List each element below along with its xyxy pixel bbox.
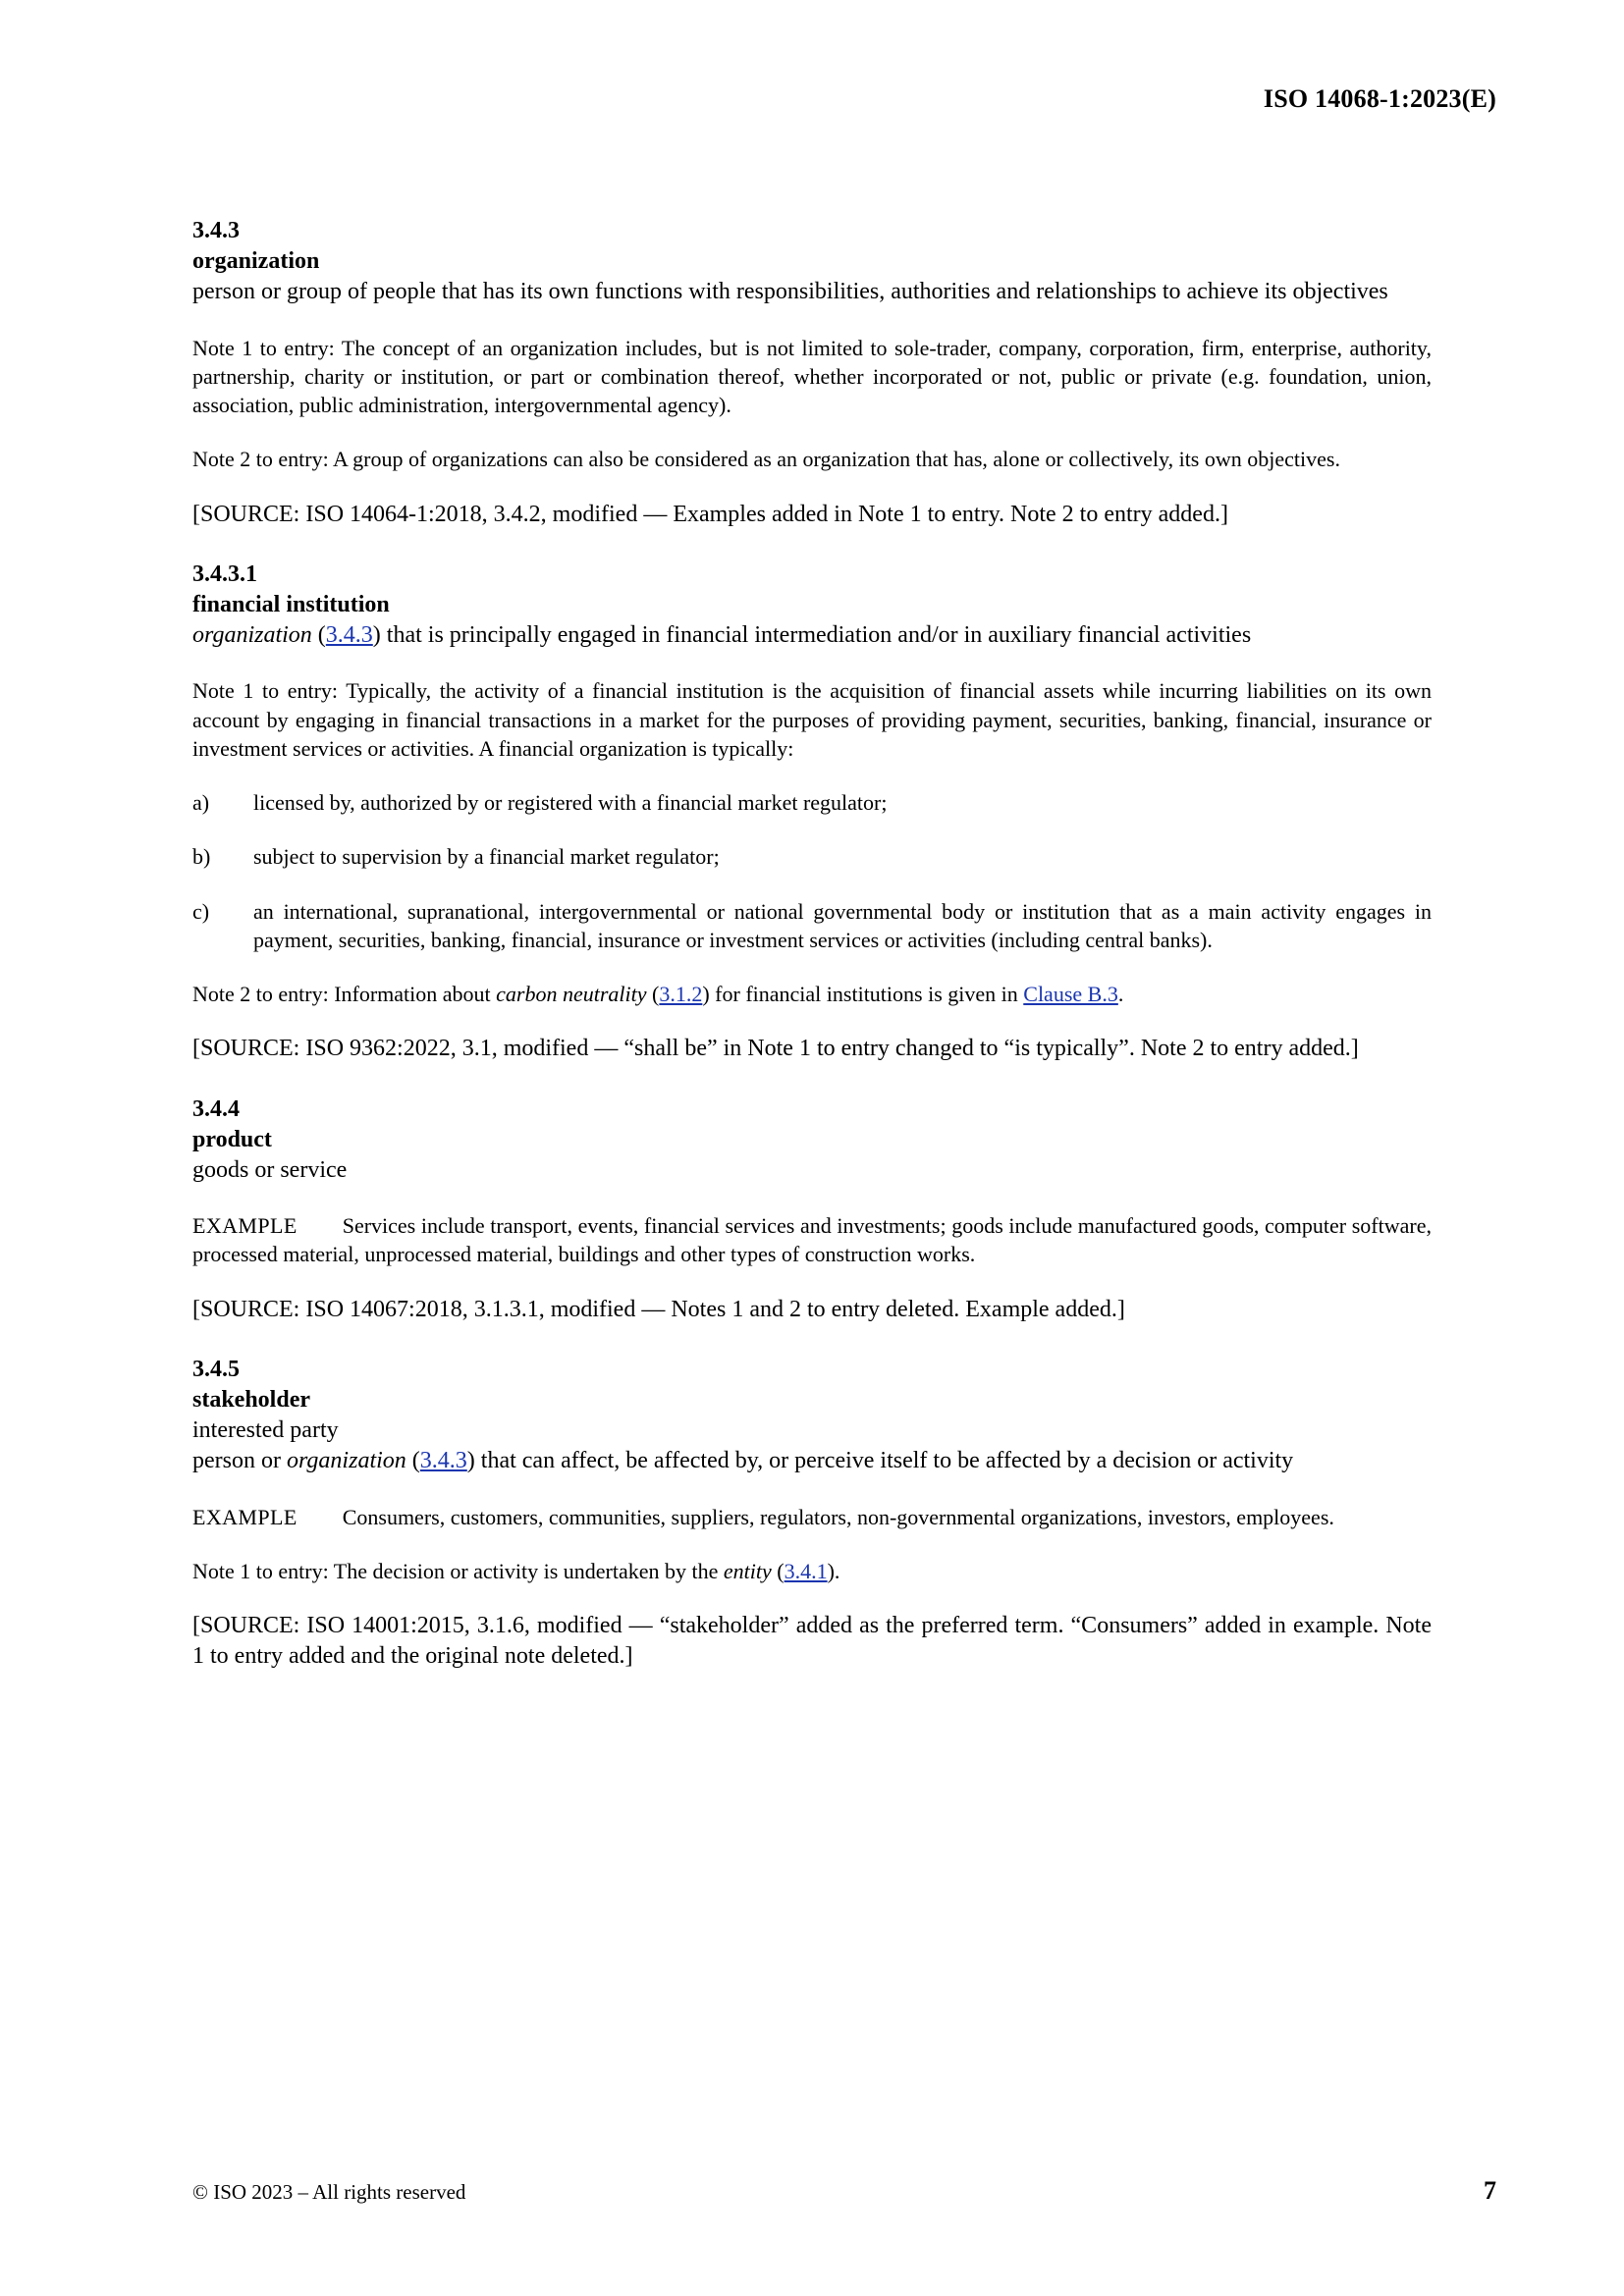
paren-open: ( xyxy=(406,1448,420,1474)
term-entry-3-4-4 xyxy=(192,1095,1432,1325)
term-number: 3.4.3 xyxy=(192,218,240,243)
paren-open: ( xyxy=(771,1558,785,1583)
page-content xyxy=(192,216,1432,1672)
example-text: Services include transport, events, financial services and investments; goods include manufactured goods, computer software, processed material, unprocessed material, buildings and other types of construction works. xyxy=(192,1213,1432,1267)
footer-page-number: 7 xyxy=(1484,2176,1496,2205)
running-header-standard-ref: ISO 14068-1:2023(E) xyxy=(1263,84,1496,113)
source-reference: [SOURCE: ISO 9362:2022, 3.1, modified — “shall be” in Note 1 to entry changed to “is typically”. Note 2 to entry added.] xyxy=(192,1036,1359,1062)
definition-lead: person or xyxy=(192,1448,287,1474)
cross-reference-link[interactable]: 3.4.3 xyxy=(419,1448,467,1474)
list-item-text: an international, supranational, intergovernmental or national governmental body or institution that as a main activity engages in payment, securities, banking, financial, insurance or investment services or activities (including central banks). xyxy=(253,898,1432,952)
list-marker: c) xyxy=(192,898,210,924)
term-definition: person or group of people that has its own functions with responsibilities, authorities and relationships to achieve its objectives xyxy=(192,279,1388,305)
note-2-to-entry xyxy=(192,980,1432,1008)
example-block xyxy=(192,1503,1432,1531)
note-text-end: . xyxy=(1117,982,1124,1007)
term-number: 3.4.3.1 xyxy=(192,561,257,587)
list-item-text: subject to supervision by a financial market regulator; xyxy=(253,844,720,870)
definition-rest: ) that can affect, be affected by, or perceive itself to be affected by a decision or activity xyxy=(466,1448,1294,1474)
definition-rest: ) that is principally engaged in financial intermediation and/or in auxiliary financial activities xyxy=(372,622,1252,649)
note-1-to-entry: Note 1 to entry: The concept of an organization includes, but is not limited to sole-trader, company, corporation, firm, enterprise, authority, partnership, charity or institution, or part or combination thereof, whether incorporated or not, public or private (e.g. foundation, union, association, public administration, intergovernmental agency). xyxy=(192,335,1432,418)
source-reference: [SOURCE: ISO 14064-1:2018, 3.4.2, modified — Examples added in Note 1 to entry. Note 2 to entry added.] xyxy=(192,501,1228,527)
term-name: stakeholder xyxy=(192,1386,310,1413)
example-block xyxy=(192,1211,1432,1269)
term-entry-3-4-5 xyxy=(192,1355,1432,1673)
note-text-lead: Note 1 to entry: The decision or activity is undertaken by the xyxy=(192,1558,724,1583)
term-definition xyxy=(192,1446,1432,1476)
list-item xyxy=(192,842,1432,871)
cross-reference-link[interactable]: 3.1.2 xyxy=(659,982,703,1007)
lettered-list xyxy=(192,788,1432,954)
note-term-italic: carbon neutrality xyxy=(496,982,647,1007)
note-1-to-entry: Note 1 to entry: Typically, the activity of a financial institution is the acquisition of financial assets while incurring liabilities on its own account by engaging in financial transactions in a market for the purposes of providing payment, securities, banking, financial, insurance or investment services or activities. A financial organization is typically: xyxy=(192,678,1432,761)
note-1-to-entry xyxy=(192,1557,1432,1585)
paren-open: ( xyxy=(311,622,326,649)
footer-copyright: © ISO 2023 – All rights reserved xyxy=(192,2180,466,2204)
term-number: 3.4.4 xyxy=(192,1095,240,1122)
list-marker: b) xyxy=(192,844,211,870)
example-label: EXAMPLE xyxy=(192,1504,298,1529)
cross-reference-link[interactable]: 3.4.1 xyxy=(784,1558,828,1583)
admitted-term: interested party xyxy=(192,1417,339,1444)
note-2-to-entry: Note 2 to entry: A group of organizations can also be considered as an organization that has, alone or collectively, its own objectives. xyxy=(192,447,1340,472)
term-number: 3.4.5 xyxy=(192,1356,240,1382)
example-text: Consumers, customers, communities, suppliers, regulators, non-governmental organizations, investors, employees. xyxy=(342,1504,1334,1529)
term-name: financial institution xyxy=(192,591,390,617)
term-definition xyxy=(192,620,1432,651)
note-text-mid: ) for financial institutions is given in xyxy=(702,982,1024,1007)
list-item xyxy=(192,897,1432,955)
definition-term-italic: organization xyxy=(192,622,312,649)
definition-term-italic: organization xyxy=(286,1448,406,1474)
list-item xyxy=(192,788,1432,817)
paren-open: ( xyxy=(646,982,660,1007)
note-text-end: ). xyxy=(827,1558,840,1583)
list-item-text: licensed by, authorized by or registered with a financial market regulator; xyxy=(253,790,888,816)
page-footer xyxy=(192,2176,1496,2206)
example-label: EXAMPLE xyxy=(192,1213,298,1239)
list-marker: a) xyxy=(192,790,210,816)
source-reference: [SOURCE: ISO 14067:2018, 3.1.3.1, modified — Notes 1 and 2 to entry deleted. Example added.] xyxy=(192,1296,1125,1322)
source-reference: [SOURCE: ISO 14001:2015, 3.1.6, modified — “stakeholder” added as the preferred term. “Consumers” added in example. Note 1 to entry added and the original note deleted.] xyxy=(192,1613,1432,1670)
term-entry-3-4-3 xyxy=(192,216,1432,530)
term-name: organization xyxy=(192,248,320,275)
term-name: product xyxy=(192,1126,272,1152)
note-term-italic: entity xyxy=(723,1558,772,1583)
term-entry-3-4-3-1 xyxy=(192,560,1432,1065)
cross-reference-link[interactable]: 3.4.3 xyxy=(325,622,373,649)
clause-reference-link[interactable]: Clause B.3 xyxy=(1023,982,1118,1007)
note-text-lead: Note 2 to entry: Information about xyxy=(192,982,497,1007)
term-definition: goods or service xyxy=(192,1156,348,1183)
